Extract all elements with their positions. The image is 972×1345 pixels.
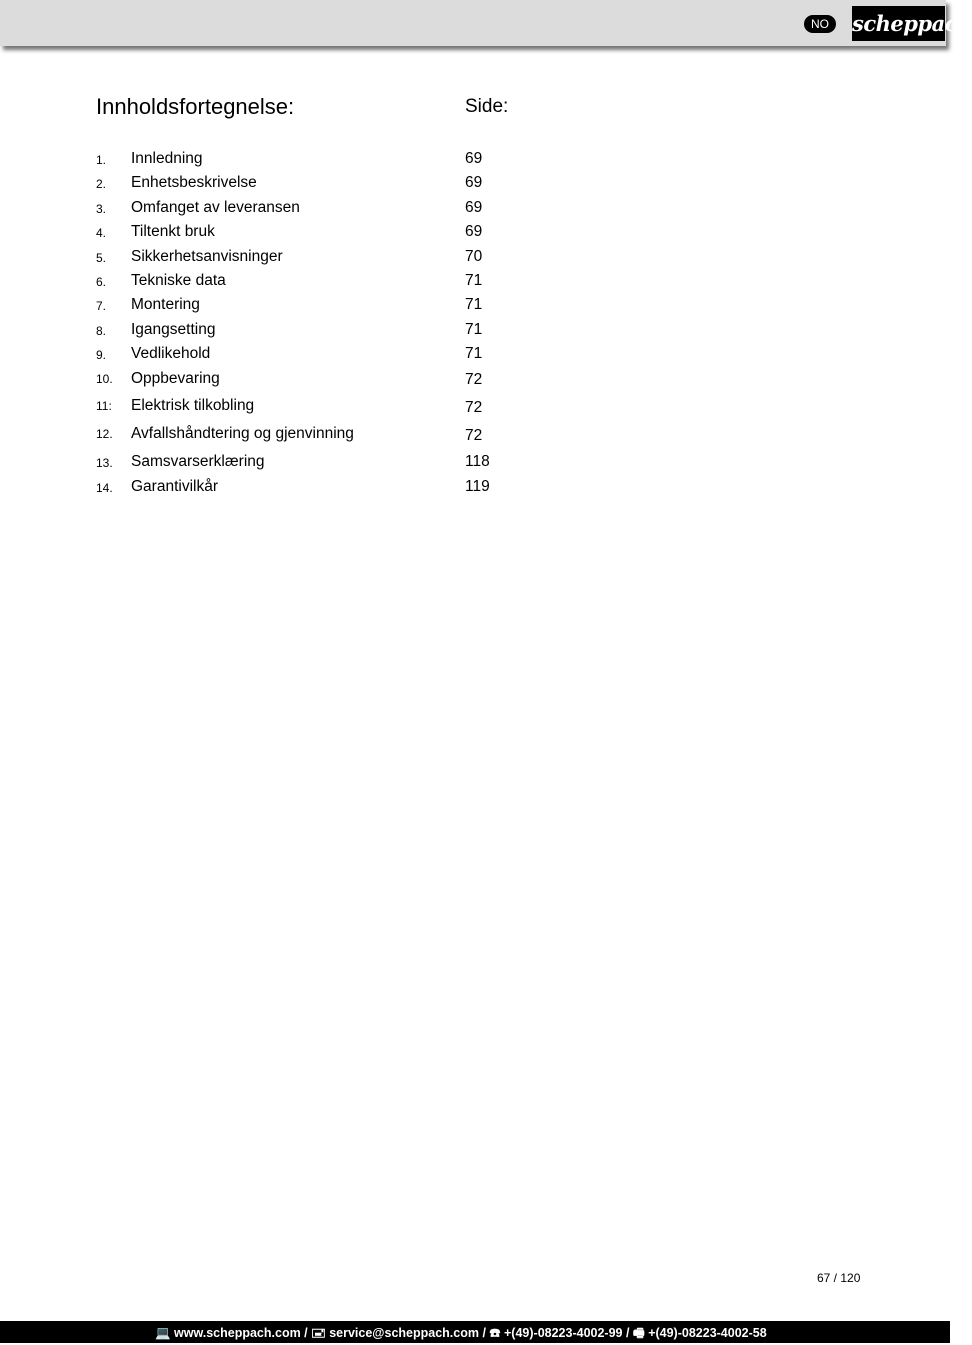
toc-entry-page: 72 [465, 427, 483, 444]
toc-entry [0, 345, 950, 369]
toc-entry-page: 72 [465, 399, 483, 416]
toc-entry-title: Oppbevaring [131, 370, 220, 387]
toc-entry [0, 248, 950, 272]
toc-entry-page: 69 [465, 223, 483, 240]
toc-entry-number: 4. [96, 226, 107, 240]
header-bar [0, 0, 972, 46]
toc-entry-title: Samsvarserklæring [131, 453, 265, 470]
toc-entry [0, 150, 950, 174]
toc-entry-title: Omfanget av leveransen [131, 199, 300, 216]
toc-entry-page: 69 [465, 150, 483, 167]
toc-entry-number: 7. [96, 299, 107, 313]
toc-entry-page: 118 [465, 453, 490, 470]
toc-entry-page: 71 [465, 321, 483, 338]
footer-contact-text: 💻 www.scheppach.com / 🖃 service@scheppach.com / ☎ +(49)-08223-4002-99 / 🖷 +(49)-08223-4002-58 [155, 1326, 767, 1340]
toc-entry-title: Innledning [131, 150, 203, 167]
toc-entry-number: 8. [96, 324, 107, 338]
toc-entry-page: 72 [465, 371, 483, 388]
toc-entry-title: Sikkerhetsanvisninger [131, 248, 283, 265]
toc-entry [0, 174, 950, 198]
toc-entry-page: 119 [465, 478, 490, 495]
footer-bar [0, 1321, 950, 1343]
toc-entry-title: Tekniske data [131, 272, 226, 289]
page-number: 67 / 120 [817, 1271, 861, 1285]
toc-entry-page: 71 [465, 296, 483, 313]
toc-entry-title: Tiltenkt bruk [131, 223, 215, 240]
toc-entry-page: 71 [465, 345, 483, 362]
toc-entry-page: 71 [465, 272, 483, 289]
toc-entry [0, 425, 950, 449]
toc-entry [0, 321, 950, 345]
toc-entry-page: 69 [465, 199, 483, 216]
toc-entry-title: Igangsetting [131, 321, 216, 338]
toc-entry-page: 69 [465, 174, 483, 191]
toc-entry-number: 14. [96, 481, 113, 495]
toc-entry-title: Enhetsbeskrivelse [131, 174, 257, 191]
toc-entry-number: 11: [96, 399, 112, 413]
toc-entry-number: 2. [96, 177, 107, 191]
toc-entry-page: 70 [465, 248, 483, 265]
toc-entry [0, 199, 950, 223]
toc-heading: Innholdsfortegnelse: [96, 94, 295, 119]
toc-entry-number: 10. [96, 372, 113, 386]
page-column-heading: Side: [465, 96, 509, 117]
toc-entry-number: 12. [96, 427, 113, 441]
toc-entry [0, 296, 950, 320]
toc-entry [0, 478, 950, 502]
toc-entry-number: 3. [96, 202, 107, 216]
toc-entry [0, 397, 950, 421]
toc-entry [0, 272, 950, 296]
scheppach-logo: scheppach [852, 6, 945, 41]
toc-entry-title: Montering [131, 296, 200, 313]
toc-entry-title: Avfallshåndtering og gjenvinning [131, 425, 354, 442]
toc-entry-number: 6. [96, 275, 107, 289]
toc-entry [0, 370, 950, 394]
toc-entry-title: Garantivilkår [131, 478, 218, 495]
toc-entry-number: 5. [96, 251, 107, 265]
toc-entry-title: Vedlikehold [131, 345, 211, 362]
toc-entry-number: 1. [96, 153, 107, 167]
toc-entry [0, 223, 950, 247]
toc-entry-number: 13. [96, 456, 113, 470]
toc-entry [0, 453, 950, 477]
toc-entry-number: 9. [96, 348, 107, 362]
toc-entry-title: Elektrisk tilkobling [131, 397, 255, 414]
language-badge: NO [804, 15, 836, 33]
